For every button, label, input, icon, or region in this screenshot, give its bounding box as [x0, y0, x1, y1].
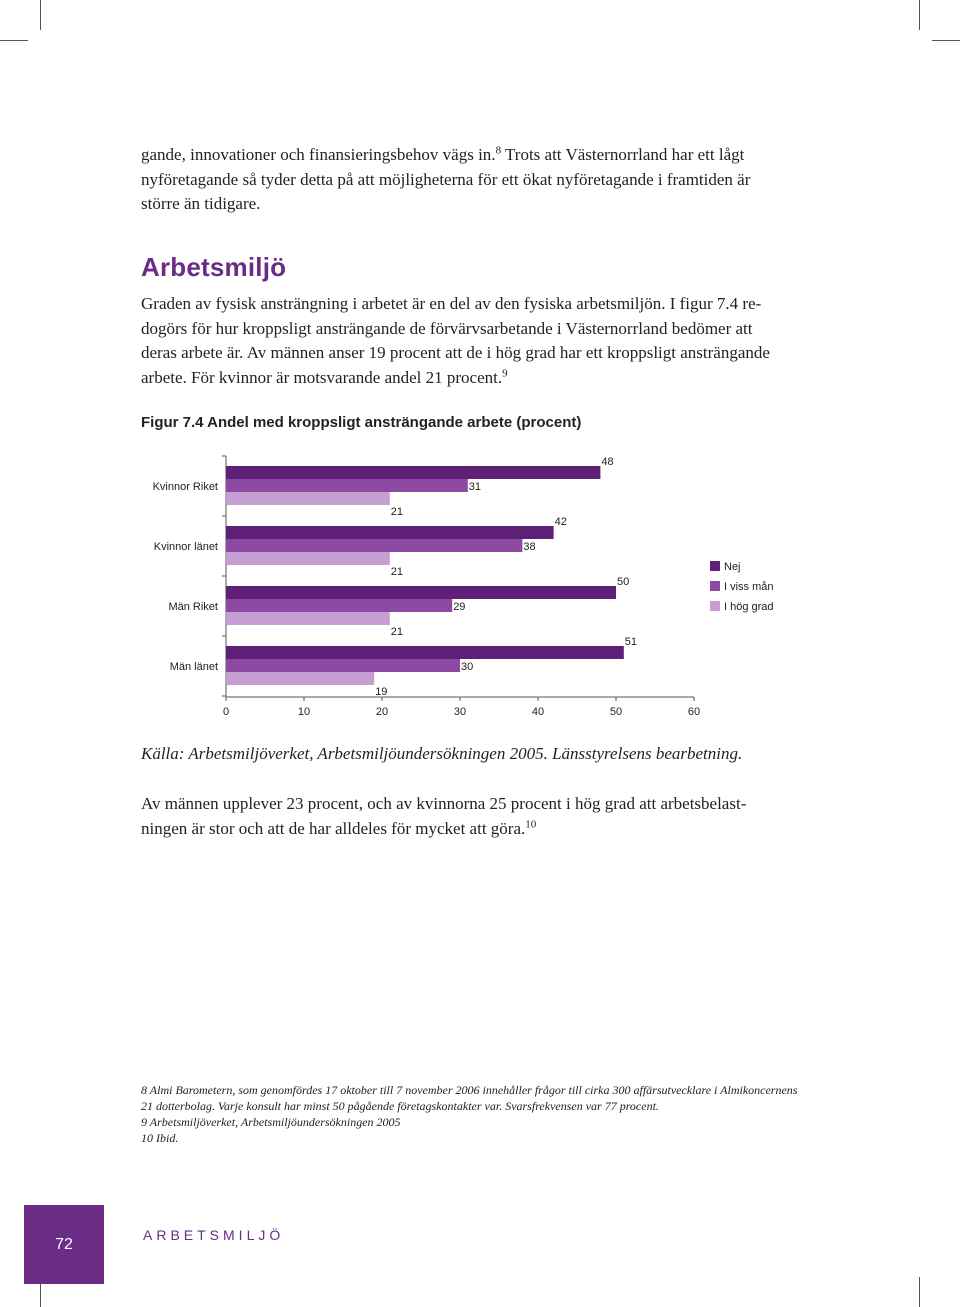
legend-swatch [710, 601, 720, 611]
paragraph-line: Av männen upplever 23 procent, och av kvinnorna 25 procent i hög grad att arbetsbelast- [141, 794, 747, 813]
intro-line: nyföretagande så tyder detta på att möjligheterna för ett ökat nyföretagande i framtiden är [141, 169, 751, 189]
x-tick-label: 0 [222, 706, 230, 718]
intro-line: större än tidigare. [141, 194, 261, 213]
data-label: 38 [523, 541, 536, 553]
intro-line: Trots att Västernorrland har ett lågt [501, 145, 745, 164]
bar [226, 586, 616, 599]
category-label: Män Riket [168, 601, 218, 613]
legend-label: I hög grad [724, 601, 774, 613]
footnote-8-cont: 21 dotterbolag. Varje konsult har minst 50 pågående företagskontakter var. Svarsfrekvensen var 77 procent. [141, 1099, 659, 1113]
bar [226, 479, 468, 492]
bar [226, 646, 624, 659]
footnotes [141, 1082, 831, 1146]
legend-swatch [710, 561, 720, 571]
x-tick-label: 60 [687, 706, 701, 718]
data-label: 31 [468, 481, 482, 493]
data-label: 30 [461, 661, 474, 673]
category-label: Kvinnor länet [153, 541, 218, 553]
paragraph-line: arbete. För kvinnor är motsvarande andel 21 procent. [141, 367, 503, 387]
footnote-ref[interactable]: 8 [495, 144, 502, 157]
data-label: 21 [390, 626, 404, 638]
section-heading: Arbetsmiljö [141, 252, 287, 282]
footnote-10: 10 Ibid. [141, 1131, 179, 1145]
data-label: 42 [554, 516, 567, 528]
paragraph-line: deras arbete är. Av männen anser 19 procent att de i hög grad har ett kroppsligt ansträngande [141, 343, 770, 362]
bar [226, 539, 522, 552]
bar [226, 659, 460, 672]
x-tick-label: 30 [453, 706, 467, 718]
category-label: Kvinnor Riket [152, 481, 218, 493]
crop-mark [919, 1277, 920, 1307]
x-tick-label: 10 [297, 706, 311, 718]
data-label: 51 [624, 636, 638, 648]
page-number: 72 [24, 1205, 104, 1284]
x-tick-label: 40 [531, 706, 545, 718]
paragraph-line: Graden av fysisk ansträngning i arbetet är en del av den fysiska arbetsmiljön. I figur 7.4 re- [141, 294, 762, 313]
data-label: 21 [390, 506, 404, 518]
data-label: 50 [617, 576, 630, 588]
category-label: Män länet [169, 661, 218, 673]
legend-swatch [710, 581, 720, 591]
x-tick-label: 50 [609, 706, 623, 718]
after-paragraph [141, 792, 821, 841]
bar [226, 612, 390, 625]
footnote-ref[interactable]: 10 [525, 817, 537, 830]
bar [226, 466, 600, 479]
footnote-9: 9 Arbetsmiljöverket, Arbetsmiljöundersökningen 2005 [141, 1115, 401, 1129]
figure-title: Figur 7.4 Andel med kroppsligt ansträngande arbete (procent) [141, 414, 582, 431]
paragraph-line: ningen är stor och att de har alldeles för mycket att göra. [141, 818, 526, 838]
figure-source: Källa: Arbetsmiljöverket, Arbetsmiljöundersökningen 2005. Länsstyrelsens bearbetning. [141, 744, 743, 763]
running-head: ARBETSMILJÖ [143, 1227, 285, 1243]
data-label: 19 [375, 686, 388, 698]
intro-line: gande, innovationer och finansieringsbehov vägs in. [141, 145, 496, 164]
legend-label: Nej [724, 561, 741, 573]
bar [226, 672, 374, 685]
x-tick-label: 20 [375, 706, 389, 718]
bar [226, 599, 452, 612]
bar [226, 492, 390, 505]
paragraph-line: dogörs för hur kroppsligt ansträngande de förvärvsarbetande i Västernorrland bedömer att [141, 318, 753, 338]
data-label: 21 [390, 566, 404, 578]
bar [226, 526, 554, 539]
data-label: 48 [601, 456, 614, 468]
data-label: 29 [453, 601, 466, 613]
footnote-ref[interactable]: 9 [502, 366, 508, 379]
legend-label: I viss mån [724, 581, 774, 593]
bar [226, 552, 390, 565]
footnote-8: 8 Almi Barometern, som genomfördes 17 oktober till 7 november 2006 innehåller frågor till cirka 300 affärsutvecklare i Almikoncernens [141, 1083, 798, 1097]
